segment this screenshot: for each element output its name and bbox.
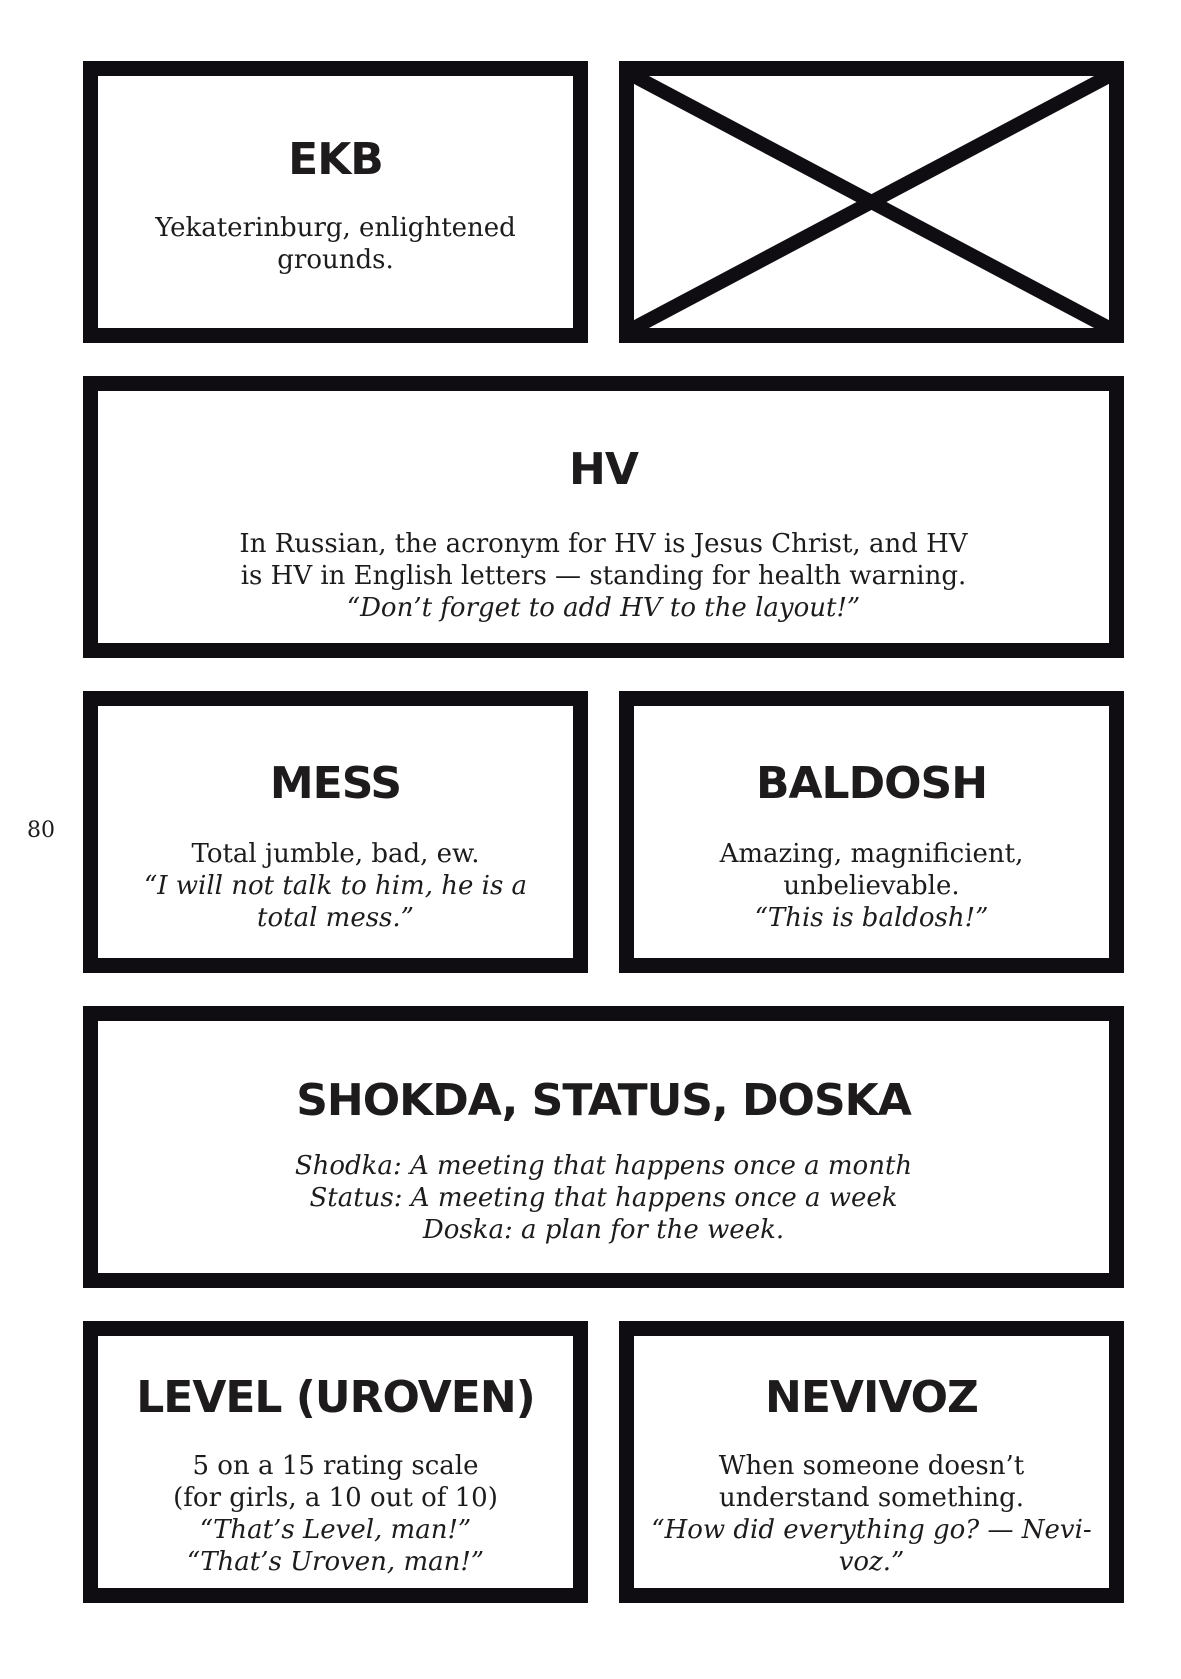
description-line: Total jumble, bad, ew.: [191, 839, 480, 869]
page-number: 80: [27, 818, 55, 843]
card-title: EKB: [288, 134, 383, 185]
card-description: [155, 212, 516, 276]
card-baldosh: [619, 691, 1124, 973]
quote-line: “I will not talk to him, he is a: [143, 871, 528, 901]
quote-line: “Don’t forget to add HV to the layout!”: [346, 593, 861, 623]
quote-line: “That’s Level, man!”: [199, 1515, 472, 1545]
card-title: SHOKDA, STATUS, DOSKA: [296, 1075, 911, 1126]
card-ekb: [83, 61, 588, 343]
description-line: is HV in English letters — standing for health warning.: [240, 561, 967, 591]
card-description: [720, 838, 1024, 934]
description-line: grounds.: [277, 245, 394, 275]
quote-line: Shodka: A meeting that happens once a month: [294, 1151, 913, 1181]
cross-placeholder-icon: [634, 76, 1109, 328]
image-placeholder: [619, 61, 1124, 343]
card-shokda-status-doska: [83, 1006, 1124, 1288]
quote-line: “How did everything go? — Nevi-: [651, 1515, 1092, 1545]
quote-line: Doska: a plan for the week.: [422, 1215, 785, 1245]
description-line: In Russian, the acronym for HV is Jesus Christ, and HV: [239, 529, 968, 559]
quote-line: Status: A meeting that happens once a week: [309, 1183, 898, 1213]
card-title: NEVIVOZ: [765, 1372, 978, 1423]
quote-line: total mess.”: [257, 903, 414, 933]
description-line: unbelievable.: [783, 871, 960, 901]
quote-line: “This is baldosh!”: [754, 903, 989, 933]
quote-line: “That’s Uroven, man!”: [186, 1547, 485, 1577]
card-nevivoz: [619, 1321, 1124, 1603]
card-description: [173, 1450, 498, 1578]
description-line: (for girls, a 10 out of 10): [173, 1483, 498, 1513]
card-title: LEVEL (UROVEN): [136, 1372, 535, 1423]
card-title: BALDOSH: [755, 758, 988, 809]
description-line: Yekaterinburg, enlightened: [155, 213, 516, 243]
card-hv: [83, 376, 1124, 658]
card-description: [239, 528, 967, 624]
card-title: HV: [569, 444, 638, 495]
description-line: 5 on a 15 rating scale: [192, 1451, 479, 1481]
card-description: [144, 838, 527, 934]
card-description: [295, 1150, 912, 1246]
card-mess: [83, 691, 588, 973]
card-level: [83, 1321, 588, 1603]
description-line: understand something.: [718, 1483, 1025, 1513]
card-description: [651, 1450, 1091, 1578]
description-line: When someone doesn’t: [718, 1451, 1025, 1481]
description-line: Amazing, magnificient,: [719, 839, 1024, 869]
quote-line: voz.”: [838, 1547, 905, 1577]
card-title: MESS: [269, 758, 402, 809]
